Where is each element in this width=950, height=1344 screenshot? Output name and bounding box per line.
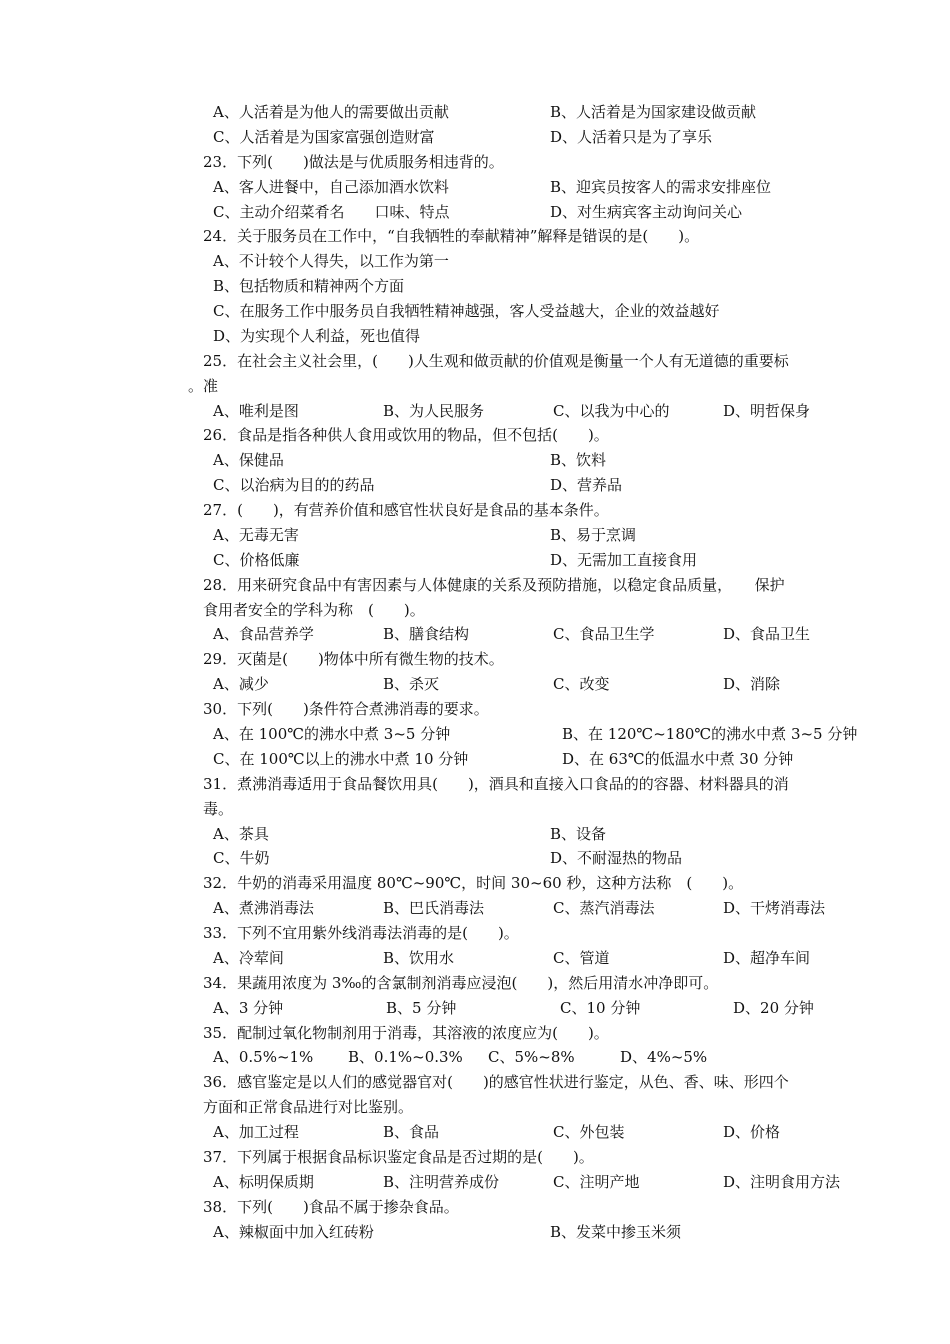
answer-option: C、人活着是为国家富强创造财富 bbox=[213, 127, 435, 146]
question-text: 25．在社会主义社会里，( )人生观和做贡献的价值观是衡量一个人有无道德的重要标 bbox=[203, 351, 789, 370]
answer-option: C、管道 bbox=[553, 948, 610, 967]
answer-option: B、5 分钟 bbox=[386, 998, 457, 1017]
answer-option: D、明哲保身 bbox=[723, 401, 811, 420]
answer-option: D、对生病宾客主动询问关心 bbox=[550, 202, 743, 221]
question-text: 37．下列属于根据食品标识鉴定食品是否过期的是( )。 bbox=[203, 1147, 594, 1166]
question-text: 33．下列不宜用紫外线消毒法消毒的是( )。 bbox=[203, 924, 519, 943]
answer-option: A、辣椒面中加入红砖粉 bbox=[213, 1222, 374, 1241]
question-text: 27．( )，有营养价值和感官性状良好是食品的基本条件。 bbox=[203, 501, 609, 520]
answer-option: C、10 分钟 bbox=[560, 998, 641, 1017]
answer-option: A、冷荤间 bbox=[213, 948, 284, 967]
answer-option: B、迎宾员按客人的需求安排座位 bbox=[550, 177, 772, 196]
answer-option: A、加工过程 bbox=[213, 1123, 299, 1142]
answer-option: A、食品营养学 bbox=[213, 625, 314, 644]
answer-option: C、改变 bbox=[553, 675, 610, 694]
answer-option: C、蒸汽消毒法 bbox=[553, 899, 655, 918]
question-text: 30．下列( )条件符合煮沸消毒的要求。 bbox=[203, 700, 489, 719]
answer-option: B、0.1%~0.3% bbox=[348, 1048, 463, 1067]
question-continuation: 食用者安全的学科为称 ( )。 bbox=[203, 600, 425, 619]
answer-option: A、茶具 bbox=[213, 824, 269, 843]
answer-option: B、膳食结构 bbox=[383, 625, 470, 644]
answer-option: B、易于烹调 bbox=[550, 525, 637, 544]
answer-option: A、3 分钟 bbox=[213, 998, 284, 1017]
answer-option: C、外包装 bbox=[553, 1123, 625, 1142]
answer-option: B、为人民服务 bbox=[383, 401, 485, 420]
answer-option: D、4%~5% bbox=[620, 1048, 708, 1067]
answer-option: D、在 63℃的低温水中煮 30 分钟 bbox=[562, 749, 794, 768]
answer-option: B、杀灭 bbox=[383, 675, 440, 694]
answer-option: A、无毒无害 bbox=[213, 525, 299, 544]
answer-option: C、在 100℃以上的沸水中煮 10 分钟 bbox=[213, 749, 469, 768]
answer-option: D、食品卫生 bbox=[723, 625, 811, 644]
answer-option: D、为实现个人利益，死也值得 bbox=[213, 326, 421, 345]
answer-option: 。准 bbox=[188, 376, 219, 395]
answer-option: A、0.5%~1% bbox=[213, 1048, 314, 1067]
question-text: 31．煮沸消毒适用于食品餐饮用具( )，酒具和直接入口食品的的容器、材料器具的消 bbox=[203, 774, 789, 793]
answer-option: B、饮用水 bbox=[383, 948, 455, 967]
answer-option: C、以我为中心的 bbox=[553, 401, 670, 420]
answer-option: D、消除 bbox=[723, 675, 781, 694]
answer-option: D、注明食用方法 bbox=[723, 1172, 841, 1191]
answer-option: D、超净车间 bbox=[723, 948, 811, 967]
answer-option: B、巴氏消毒法 bbox=[383, 899, 485, 918]
question-text: 23．下列( )做法是与优质服务相违背的。 bbox=[203, 152, 504, 171]
answer-option: A、标明保质期 bbox=[213, 1172, 314, 1191]
question-text: 36．感官鉴定是以人们的感觉器官对( )的感官性状进行鉴定，从色、香、味、形四个 bbox=[203, 1073, 789, 1092]
answer-option: C、在服务工作中服务员自我牺牲精神越强，客人受益越大，企业的效益越好 bbox=[213, 302, 720, 321]
question-text: 24．关于服务员在工作中，“自我牺牲的奉献精神”解释是错误的是( )。 bbox=[203, 227, 700, 246]
question-continuation: 毒。 bbox=[203, 799, 234, 818]
question-text: 26．食品是指各种供人食用或饮用的物品，但不包括( )。 bbox=[203, 426, 609, 445]
answer-option: A、人活着是为他人的需要做出贡献 bbox=[213, 103, 449, 121]
answer-option: C、牛奶 bbox=[213, 849, 270, 868]
question-text: 34．果蔬用浓度为 3‰的含氯制剂消毒应浸泡( )，然后用清水冲净即可。 bbox=[203, 973, 719, 992]
answer-option: C、以治病为目的的药品 bbox=[213, 476, 375, 495]
answer-option: B、人活着是为国家建设做贡献 bbox=[550, 103, 757, 121]
question-text: 38．下列( )食品不属于掺杂食品。 bbox=[203, 1197, 459, 1216]
question-continuation: 方面和正常食品进行对比鉴别。 bbox=[203, 1098, 414, 1117]
question-text: 35．配制过氧化物制剂用于消毒，其溶液的浓度应为( )。 bbox=[203, 1023, 609, 1042]
answer-option: D、人活着只是为了享乐 bbox=[550, 127, 713, 146]
answer-option: D、营养品 bbox=[550, 476, 623, 495]
question-text: 28．用来研究食品中有害因素与人体健康的关系及预防措施，以稳定食品质量， 保护 bbox=[203, 575, 785, 594]
answer-option: B、饮料 bbox=[550, 451, 607, 470]
answer-option: B、发菜中掺玉米须 bbox=[550, 1222, 682, 1241]
answer-option: D、无需加工直接食用 bbox=[550, 550, 698, 569]
answer-option: C、主动介绍菜肴名 口味、特点 bbox=[213, 202, 450, 221]
answer-option: C、5%~8% bbox=[488, 1048, 575, 1067]
answer-option: D、价格 bbox=[723, 1123, 781, 1142]
answer-option: C、注明产地 bbox=[553, 1172, 640, 1191]
answer-option: A、煮沸消毒法 bbox=[213, 899, 314, 918]
answer-option: D、20 分钟 bbox=[733, 998, 814, 1017]
answer-option: B、包括物质和精神两个方面 bbox=[213, 277, 405, 296]
answer-option: B、设备 bbox=[550, 824, 607, 843]
answer-option: A、在 100℃的沸水中煮 3~5 分钟 bbox=[213, 725, 451, 743]
question-text: 32．牛奶的消毒采用温度 80℃~90℃，时间 30~60 秒，这种方法称 ( )。 bbox=[203, 874, 744, 893]
answer-option: A、保健品 bbox=[213, 451, 284, 470]
answer-option: B、在 120℃~180℃的沸水中煮 3~5 分钟 bbox=[562, 725, 858, 743]
answer-option: A、唯利是图 bbox=[213, 401, 299, 420]
question-text: 29．灭菌是( )物体中所有微生物的技术。 bbox=[203, 650, 504, 669]
answer-option: B、食品 bbox=[383, 1123, 440, 1142]
answer-option: C、食品卫生学 bbox=[553, 625, 655, 644]
answer-option: B、注明营养成份 bbox=[383, 1172, 500, 1191]
answer-option: C、价格低廉 bbox=[213, 550, 300, 569]
answer-option: A、客人进餐中，自己添加酒水饮料 bbox=[213, 177, 449, 196]
answer-option: A、不计较个人得失，以工作为第一 bbox=[213, 252, 449, 271]
answer-option: D、不耐湿热的物品 bbox=[550, 849, 683, 868]
answer-option: A、减少 bbox=[213, 675, 269, 694]
answer-option: D、干烤消毒法 bbox=[723, 899, 826, 918]
